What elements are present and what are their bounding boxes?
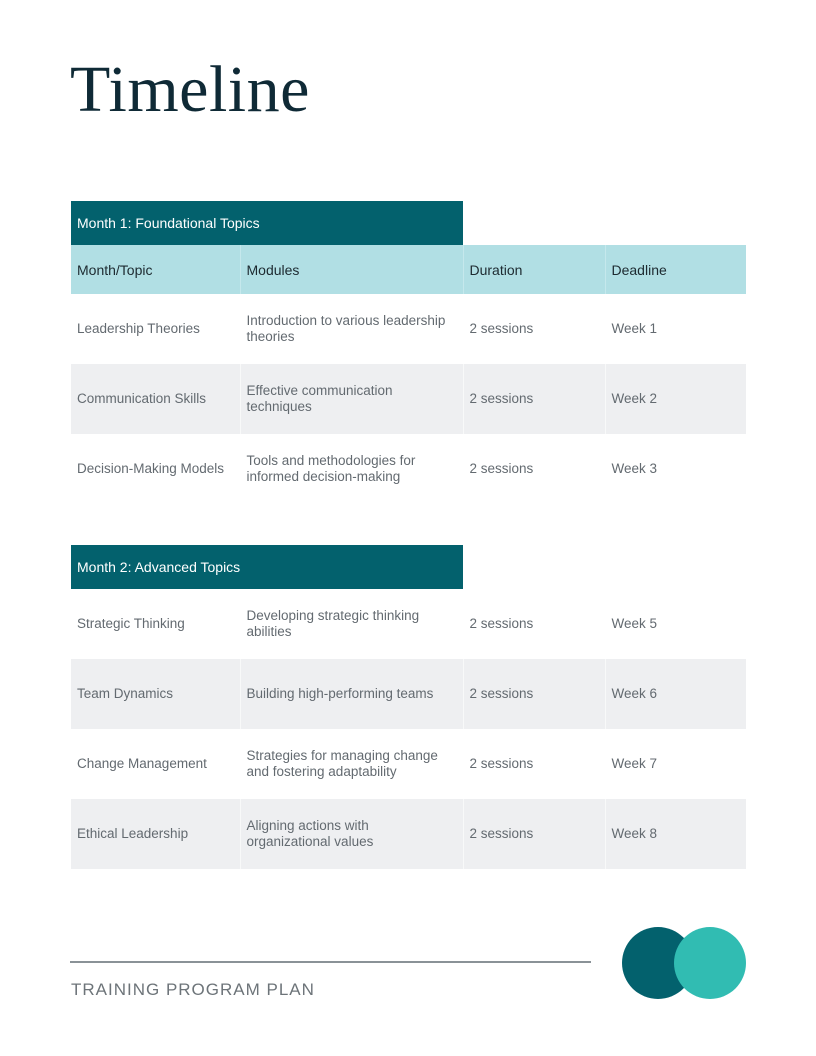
month-1-section: [71, 201, 746, 504]
module-cell: Effective communication techniques: [240, 364, 463, 434]
table-row: [71, 434, 746, 504]
logo-light-circle-icon: [674, 927, 746, 999]
deadline-cell: Week 2: [605, 364, 746, 434]
section-header: Month 1: Foundational Topics: [71, 201, 463, 245]
month-2-section: [71, 545, 746, 869]
duration-cell: 2 sessions: [463, 364, 605, 434]
footer-label: TRAINING PROGRAM PLAN: [71, 980, 315, 999]
module-cell: Aligning actions with organizational values: [240, 799, 463, 869]
deadline-cell: Week 6: [605, 659, 746, 729]
duration-cell: 2 sessions: [463, 589, 605, 659]
duration-cell: 2 sessions: [463, 659, 605, 729]
section-header: Month 2: Advanced Topics: [71, 545, 463, 589]
month-2-table: [71, 589, 746, 869]
module-cell: Tools and methodologies for informed decision-making: [240, 434, 463, 504]
module-cell: Developing strategic thinking abilities: [240, 589, 463, 659]
topic-cell: Leadership Theories: [71, 294, 240, 364]
topic-cell: Team Dynamics: [71, 659, 240, 729]
column-header-topic: Month/Topic: [71, 245, 240, 294]
duration-cell: 2 sessions: [463, 294, 605, 364]
month-1-table: [71, 245, 746, 504]
duration-cell: 2 sessions: [463, 799, 605, 869]
topic-cell: Ethical Leadership: [71, 799, 240, 869]
deadline-cell: Week 7: [611, 756, 658, 771]
table-row: [71, 729, 746, 799]
deadline-cell: Week 5: [611, 616, 658, 631]
table-header-row: [71, 245, 746, 294]
topic-cell: Change Management: [71, 729, 240, 799]
topic-cell: Strategic Thinking: [71, 589, 240, 659]
duration-cell: 2 sessions: [463, 729, 605, 799]
table-row: [71, 659, 746, 729]
column-header-duration: Duration: [463, 245, 605, 294]
deadline-cell: Week 3: [611, 461, 658, 476]
deadline-cell: Week 8: [605, 799, 746, 869]
column-header-deadline: Deadline: [605, 245, 746, 294]
topic-cell: Decision-Making Models: [71, 434, 240, 504]
table-row: [71, 589, 746, 659]
footer-divider: [70, 961, 591, 963]
column-header-modules: Modules: [240, 245, 463, 294]
page-title: Timeline: [70, 53, 310, 126]
topic-cell: Communication Skills: [71, 364, 240, 434]
deadline-cell: Week 1: [611, 321, 658, 336]
module-cell: Strategies for managing change and fostering adaptability: [240, 729, 463, 799]
table-row: [71, 364, 746, 434]
table-row: [71, 799, 746, 869]
module-cell: Building high-performing teams: [240, 659, 463, 729]
duration-cell: 2 sessions: [463, 434, 605, 504]
table-row: [71, 294, 746, 364]
module-cell: Introduction to various leadership theories: [240, 294, 463, 364]
